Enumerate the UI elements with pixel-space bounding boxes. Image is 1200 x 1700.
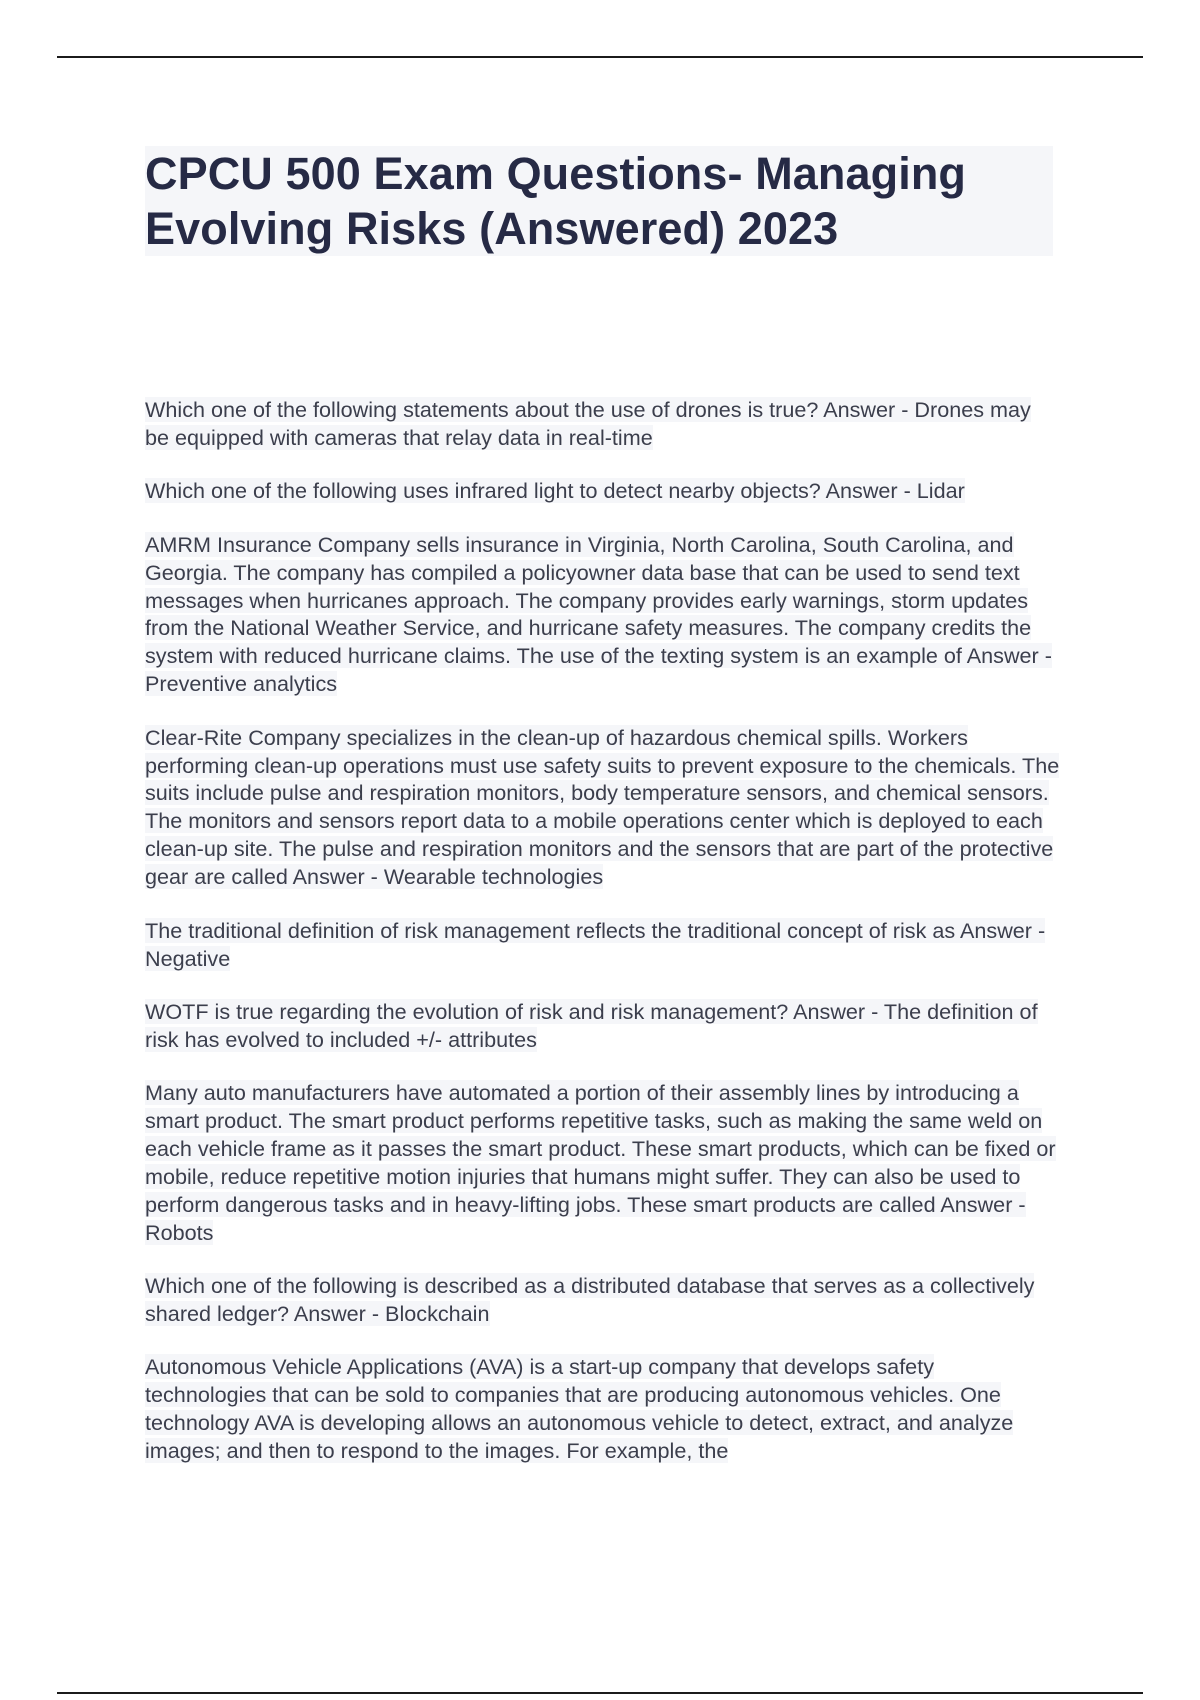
qa-item [145, 1272, 1060, 1328]
qa-item-text: Which one of the following is described as a distributed database that serves as a collectively shared ledger? Answer - Blockchain [145, 1273, 1035, 1327]
qa-item [145, 531, 1060, 698]
qa-item [145, 724, 1060, 891]
qa-item-text: Many auto manufacturers have automated a portion of their assembly lines by introducing a smart product. The smart product performs repetitive tasks, such as making the same weld on each vehicle frame as it passes the smart product. These smart products, which can be fixed or mobile, reduce repetitive motion injuries that humans might suffer. They can also be used to perform dangerous tasks and in heavy-lifting jobs. These smart products are called Answer - Robots [145, 1080, 1056, 1245]
document-title: CPCU 500 Exam Questions- Managing Evolving Risks (Answered) 2023 [145, 148, 966, 254]
qa-list [145, 396, 1060, 1491]
title-block [145, 146, 1053, 256]
top-rule [57, 56, 1143, 58]
qa-item [145, 998, 1060, 1054]
qa-item [145, 477, 1060, 505]
qa-item-text: The traditional definition of risk management reflects the traditional concept of risk as Answer - Negative [145, 917, 1046, 971]
qa-item [145, 917, 1060, 973]
qa-item [145, 1353, 1060, 1465]
qa-item [145, 396, 1060, 452]
qa-item [145, 1079, 1060, 1246]
qa-item-text: WOTF is true regarding the evolution of risk and risk management? Answer - The definition of risk has evolved to included +/- attributes [145, 998, 1038, 1052]
qa-item-text: Autonomous Vehicle Applications (AVA) is a start-up company that develops safety technologies that can be sold to companies that are producing autonomous vehicles. One technology AVA is developing allows an autonomous vehicle to detect, extract, and analyze images; and then to respond to the images. For example, the [145, 1354, 1014, 1464]
qa-item-text: Which one of the following statements about the use of drones is true? Answer - Drones may be equipped with cameras that relay data in real-time [145, 397, 1031, 450]
qa-item-text: Clear-Rite Company specializes in the clean-up of hazardous chemical spills. Workers performing clean-up operations must use safety suits to prevent exposure to the chemicals. The suits include pulse and respiration monitors, body temperature sensors, and chemical sensors. The monitors and sensors report data to a mobile operations center which is deployed to each clean-up site. The pulse and respiration monitors and the sensors that are part of the protective gear are called Answer - Wearable technologies [145, 724, 1060, 890]
qa-item-text: Which one of the following uses infrared light to detect nearby objects? Answer - Lidar [145, 478, 965, 504]
qa-item-text: AMRM Insurance Company sells insurance in Virginia, North Carolina, South Carolina, and Georgia. The company has compiled a policyowner data base that can be used to send text messages when hurricanes approach. The company provides early warnings, storm updates from the National Weather Service, and hurricane safety measures. The company credits the system with reduced hurricane claims. The use of the texting system is an example of Answer - Preventive analytics [145, 531, 1052, 697]
bottom-rule [57, 1692, 1143, 1694]
